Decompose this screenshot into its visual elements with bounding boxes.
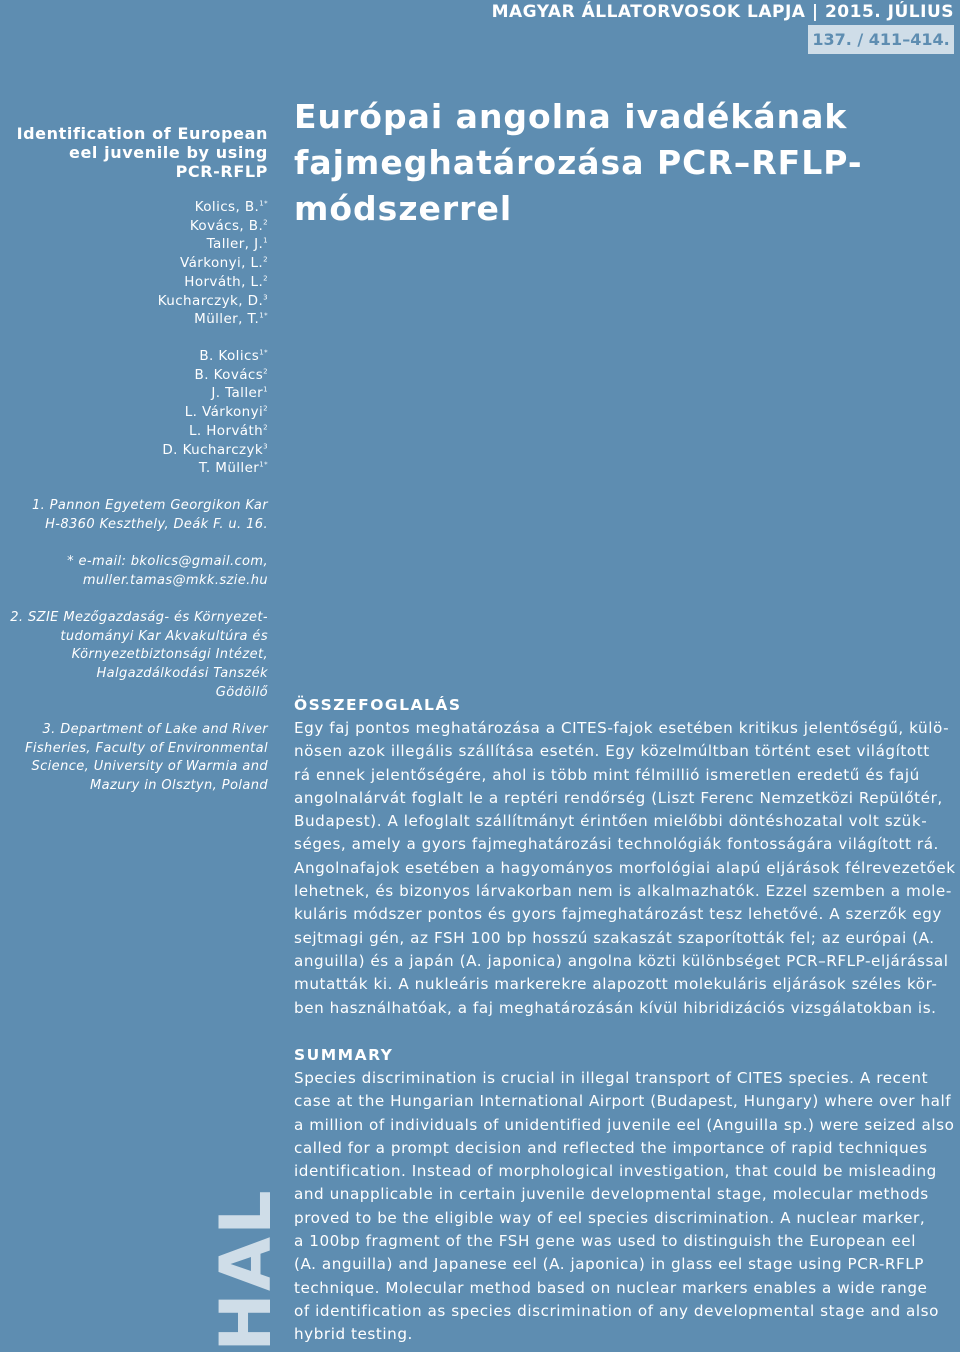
author-name: Kovács, B.$^2$: [189, 217, 268, 234]
affiliation-1: 1. Pannon Egyetem Georgikon Kar H-8360 Keszthely, Deák F. u. 16.: [31, 498, 268, 532]
author-name: Horváth, L.$^2$: [184, 273, 268, 290]
title-line: fajmeghatározása PCR–RFLP-: [294, 143, 863, 182]
authors-hungarian: [0, 198, 268, 329]
author-name: L. Várkonyi$^2$: [184, 404, 268, 421]
author-name: Taller, J.$^1$: [206, 236, 268, 253]
affiliation-3: 3. Department of Lake and River Fisheries, Faculty of Environmental Science, University of Warmia and Mazury in Olsztyn, Poland: [25, 722, 268, 794]
english-title: [0, 124, 268, 181]
osszefoglalas-heading: ÖSSZEFOGLALÁS: [294, 696, 462, 714]
section-label-vertical: [205, 1188, 287, 1352]
journal-header: MAGYAR ÁLLATORVOSOK LAPJA | 2015. JÚLIUS: [491, 2, 954, 22]
summary-heading: SUMMARY: [294, 1046, 394, 1064]
author-name: J. Taller$^1$: [211, 385, 268, 402]
author-name: B. Kovács$^2$: [194, 366, 268, 383]
section-label-text: HAL: [205, 1188, 287, 1352]
authors-english: [0, 347, 268, 478]
author-name: Kolics, B.$^{1*}$: [194, 199, 268, 215]
author-name: L. Horváth$^2$: [188, 422, 268, 439]
hungarian-title: [294, 94, 934, 232]
author-name: Müller, T.$^{1*}$: [194, 311, 268, 328]
author-name: B. Kolics$^{1*}$: [199, 348, 268, 364]
summary-body: Species discrimination is crucial in illegal transport of CITES species. A recent case at the Hungarian International Airport (Budapest, Hungary) where over half a million of individuals of unidentified juvenile eel (Anguilla sp.) were seized also called for a prompt decision and reflected the importance of rapid techniques identification. Instead of morphological investigation, that could be misleading and unapplicable in certain juvenile developmental stage, molecular methods proved to be the eligible way of eel species discrimination. A nuclear marker, a 100bp fragment of the FSH gene was used to distinguish the European eel (A. anguilla) and Japanese eel (A. japonica) in glass eel stage using PCR-RFLP technique. Molecular method based on nuclear markers enables a wide range of identification as species discrimination of any developmental stage and also hybrid testing.: [294, 1069, 955, 1344]
author-name: D. Kucharczyk$^3$: [162, 441, 268, 458]
osszefoglalas-body: Egy faj pontos meghatározása a CITES-fajok esetében kritikus jelentőségű, külö- nösen azok illegális szállítása esetén. Egy közelmúltban történt eset világított rá ennek jelentőségére, ahol is több mint félmillió ismeretlen eredetű és fajú angolnalárvát foglalt le a reptéri rendőrség (Liszt Ferenc Nemzetközi Repülőtér, Budapest). A lefoglalt szállítmányt érintően mielőbbi döntéshozatal volt szük- séges, amely a gyors fajmeghatározási technológiák fontosságára világított rá. Angolnafajok esetében a hagyományos morfológiai alapú eljárások félrevezetőek lehetnek, és bizonyos lárvakorban nem is alkalmazhatók. Ezzel szemben a mole- kuláris módszer pontos és gyors fajmeghatározást tesz lehetővé. A szerzők egy sejtmagi gén, az FSH 100 bp hosszú szakaszát szaporították fel; az európai (A. anguilla) és a japán (A. japonica) angolna közti különbséget PCR–RFLP-eljárással mutatták ki. A nukleáris markerekre alapozott molekuláris eljárások széles kör- ben használhatóak, a faj meghatározásán kívül hibridizációs vizsgálatokban is.: [294, 719, 956, 1017]
issue-badge: 137. / 411–414.: [808, 25, 954, 54]
author-name: T. Müller$^{1*}$: [198, 460, 268, 477]
title-line: Európai angolna ivadékának: [294, 97, 848, 136]
contact-email: * e-mail: bkolics@gmail.com, muller.tamas@mkk.szie.hu: [67, 554, 268, 588]
english-title-line: eel juvenile by using: [69, 143, 268, 162]
english-title-line: Identification of European: [16, 124, 268, 143]
title-line: módszerrel: [294, 189, 513, 228]
english-title-line: PCR-RFLP: [175, 162, 268, 181]
author-name: Várkonyi, L.$^2$: [180, 255, 268, 272]
author-name: Kucharczyk, D.$^3$: [157, 292, 268, 309]
affiliation-2: 2. SZIE Mezőgazdaság- és Környezet- tudományi Kar Akvakultúra és Környezetbiztonsági Intézet, Halgazdálkodási Tanszék Gödöllő: [10, 610, 268, 700]
